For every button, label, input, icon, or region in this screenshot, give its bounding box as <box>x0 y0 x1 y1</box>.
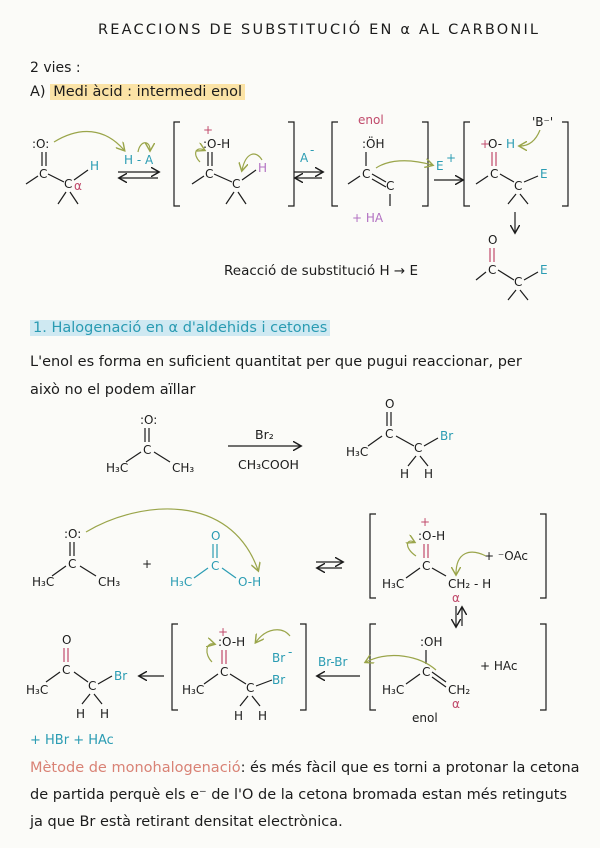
svg-text:H: H <box>90 159 100 173</box>
svg-text:CH₃: CH₃ <box>172 461 195 475</box>
svg-text:H: H <box>400 467 410 481</box>
svg-text:α: α <box>452 591 460 605</box>
mono-line3: ja que Br està retirant densitat electrònica. <box>30 814 343 830</box>
svg-text::O-H: :O-H <box>203 137 231 151</box>
ha-plus-label: + HA <box>352 211 384 225</box>
svg-text:H - A: H - A <box>124 153 154 167</box>
mono-title: Mètode de monohalogenació <box>30 760 241 776</box>
svg-text:C: C <box>514 179 523 193</box>
svg-text:+: + <box>420 515 431 529</box>
section-1-title: 1. Halogenació en α d'aldehids i cetones <box>30 320 330 336</box>
svg-text:H₃C: H₃C <box>382 577 405 591</box>
svg-text:+: + <box>203 123 214 137</box>
svg-text:H₃C: H₃C <box>106 461 129 475</box>
svg-text:+: + <box>218 625 229 639</box>
svg-text:H₃C: H₃C <box>32 575 55 589</box>
svg-text:O-: O- <box>488 137 503 151</box>
ways-label: 2 vies : <box>30 60 81 76</box>
svg-text:C: C <box>514 275 523 289</box>
svg-text:CH₃: CH₃ <box>98 575 121 589</box>
hac-plus-label: + HAc <box>480 659 518 673</box>
section-a-title: Medi àcid : intermedi enol <box>50 84 245 100</box>
svg-text::O:: :O: <box>32 137 50 151</box>
svg-text:C: C <box>362 167 371 181</box>
svg-text:Br: Br <box>440 429 454 443</box>
enol-label-2: enol <box>412 711 438 725</box>
svg-text:C: C <box>490 167 499 181</box>
svg-text:H: H <box>234 709 244 723</box>
mono-line1-rest: : és més fàcil que es torni a protonar la cetona <box>240 760 580 776</box>
svg-text:C: C <box>143 443 152 457</box>
svg-text:CH₂: CH₂ <box>448 683 471 697</box>
svg-text:A: A <box>300 151 309 165</box>
svg-text:+: + <box>142 557 153 571</box>
svg-text:C: C <box>232 177 241 191</box>
svg-text:O: O <box>488 233 498 247</box>
svg-text:O: O <box>211 529 221 543</box>
svg-text:Br: Br <box>114 669 128 683</box>
enol-label: enol <box>358 113 384 127</box>
svg-text:H: H <box>258 161 268 175</box>
svg-text:E: E <box>540 167 548 181</box>
svg-text:H₃C: H₃C <box>182 683 205 697</box>
svg-text:H: H <box>258 709 268 723</box>
svg-text:O: O <box>62 633 72 647</box>
svg-text:Br-Br: Br-Br <box>318 655 348 669</box>
ketone-start <box>26 137 99 204</box>
enol-note-line1: L'enol es forma en suficient quantitat per que pugui reaccionar, per <box>30 354 522 370</box>
svg-text:H₃C: H₃C <box>26 683 49 697</box>
svg-text:CH₂ - H: CH₂ - H <box>448 577 492 591</box>
mono-line2: de partida perquè els e⁻ de l'O de la cetona bromada estan més retinguts <box>30 787 567 803</box>
svg-text::O-H: :O-H <box>418 529 446 543</box>
svg-text:C: C <box>488 263 497 277</box>
svg-text:C: C <box>62 663 71 677</box>
svg-text:C: C <box>385 427 394 441</box>
svg-text::O:: :O: <box>64 527 82 541</box>
reagent-top: Br₂ <box>255 427 274 442</box>
svg-text:H₃C: H₃C <box>170 575 193 589</box>
svg-text:C: C <box>246 681 255 695</box>
svg-text:-: - <box>310 143 315 157</box>
svg-text:H₃C: H₃C <box>382 683 405 697</box>
svg-text:C: C <box>422 665 431 679</box>
svg-text:H: H <box>506 137 516 151</box>
svg-text:C: C <box>205 167 214 181</box>
svg-text:Br: Br <box>272 673 286 687</box>
byproducts: + HBr + HAc <box>30 733 114 748</box>
svg-text:H: H <box>76 707 86 721</box>
svg-text::O:: :O: <box>140 413 158 427</box>
enol-note-line2: això no el podem aïllar <box>30 382 196 398</box>
svg-text:C: C <box>68 557 77 571</box>
svg-text:Br: Br <box>272 651 286 665</box>
svg-text:+ ⁻OAc: + ⁻OAc <box>484 549 529 563</box>
svg-text:C: C <box>39 167 48 181</box>
svg-text:C: C <box>220 665 229 679</box>
svg-text:C: C <box>88 679 97 693</box>
svg-text:H: H <box>100 707 110 721</box>
svg-text:O-H: O-H <box>238 575 262 589</box>
page-title: REACCIONS DE SUBSTITUCIÓ EN α AL CARBONIL <box>98 22 541 38</box>
svg-text:α: α <box>74 179 82 193</box>
svg-text:-: - <box>288 645 293 659</box>
svg-text::ÖH: :ÖH <box>362 137 385 151</box>
svg-text:C: C <box>422 559 431 573</box>
svg-text:C: C <box>211 559 220 573</box>
svg-text:E: E <box>436 159 444 173</box>
svg-text:+: + <box>480 137 491 151</box>
svg-text:O: O <box>385 397 395 411</box>
section-a-prefix: A) <box>30 84 46 100</box>
svg-text::O-H: :O-H <box>218 635 246 649</box>
svg-text:C: C <box>386 179 395 193</box>
svg-text:C: C <box>414 441 423 455</box>
svg-text:C: C <box>64 177 73 191</box>
svg-text:E: E <box>540 263 548 277</box>
svg-text:H₃C: H₃C <box>346 445 369 459</box>
svg-text:α: α <box>452 697 460 711</box>
substitution-caption: Reacció de substitució H → E <box>224 263 419 279</box>
reagent-bottom: CH₃COOH <box>238 457 299 472</box>
svg-text:+: + <box>446 151 457 165</box>
svg-text::OH: :OH <box>420 635 443 649</box>
b-minus-label: 'B⁻' <box>532 115 554 129</box>
svg-text:H: H <box>424 467 434 481</box>
